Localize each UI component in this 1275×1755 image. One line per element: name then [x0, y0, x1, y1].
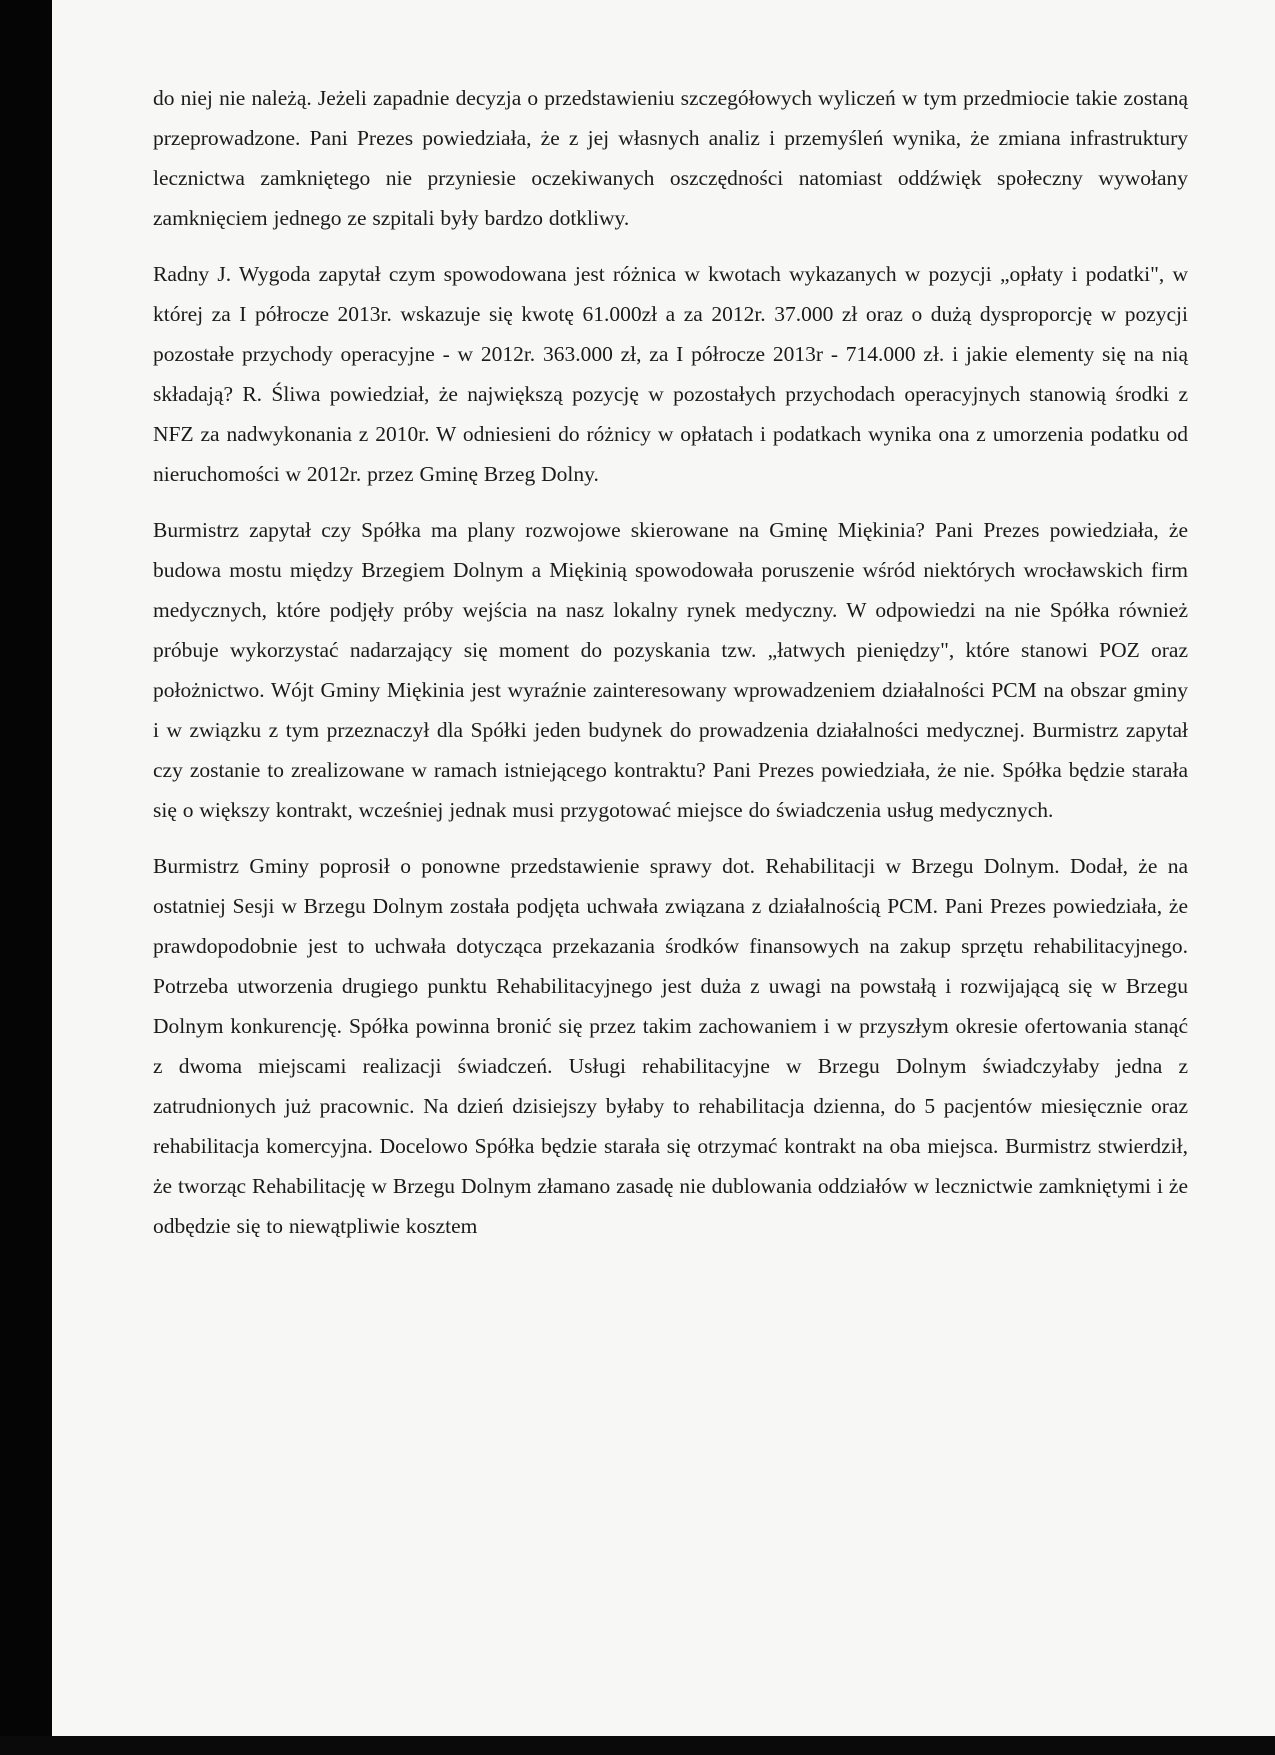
paragraph-2: Radny J. Wygoda zapytał czym spowodowana jest różnica w kwotach wykazanych w pozycji „opłaty i podatki", w której za I półrocze 2013r. wskazuje się kwotę 61.000zł a za 2012r. 37.000 zł oraz o dużą dysproporcję w pozycji pozostałe przychody operacyjne - w 2012r. 363.000 zł, za I półrocze 2013r - 714.000 zł. i jakie elementy się na nią składają? R. Śliwa powiedział, że największą pozycję w pozostałych przychodach operacyjnych stanowią środki z NFZ za nadwykonania z 2010r. W odniesieni do różnicy w opłatach i podatkach wynika ona z umorzenia podatku od nieruchomości w 2012r. przez Gminę Brzeg Dolny.	[153, 262, 1188, 486]
document-body	[153, 78, 1188, 1262]
scan-border-bottom	[0, 1736, 1275, 1755]
paragraph-3: Burmistrz zapytał czy Spółka ma plany rozwojowe skierowane na Gminę Miękinia? Pani Prezes powiedziała, że budowa mostu między Brzegiem Dolnym a Miękinią spowodowała poruszenie wśród niektórych wrocławskich firm medycznych, które podjęły próby wejścia na nasz lokalny rynek medyczny. W odpowiedzi na nie Spółka również próbuje wykorzystać nadarzający się moment do pozyskania tzw. „łatwych pieniędzy", które stanowi POZ oraz położnictwo. Wójt Gminy Miękinia jest wyraźnie zainteresowany wprowadzeniem działalności PCM na obszar gminy i w związku z tym przeznaczył dla Spółki jeden budynek do prowadzenia działalności medycznej. Burmistrz zapytał czy zostanie to zrealizowane w ramach istniejącego kontraktu? Pani Prezes powiedziała, że nie. Spółka będzie starała się o większy kontrakt, wcześniej jednak musi przygotować miejsce do świadczenia usług medycznych.	[153, 518, 1188, 822]
paragraph-1: do niej nie należą. Jeżeli zapadnie decyzja o przedstawieniu szczegółowych wyliczeń w tym przedmiocie takie zostaną przeprowadzone. Pani Prezes powiedziała, że z jej własnych analiz i przemyśleń wynika, że zmiana infrastruktury lecznictwa zamkniętego nie przyniesie oczekiwanych oszczędności natomiast oddźwięk społeczny wywołany zamknięciem jednego ze szpitali były bardzo dotkliwy.	[153, 86, 1188, 230]
scan-border-left	[0, 0, 52, 1755]
paragraph-4: Burmistrz Gminy poprosił o ponowne przedstawienie sprawy dot. Rehabilitacji w Brzegu Dolnym. Dodał, że na ostatniej Sesji w Brzegu Dolnym została podjęta uchwała związana z działalnością PCM. Pani Prezes powiedziała, że prawdopodobnie jest to uchwała dotycząca przekazania środków finansowych na zakup sprzętu rehabilitacyjnego. Potrzeba utworzenia drugiego punktu Rehabilitacyjnego jest duża z uwagi na powstałą i rozwijającą się w Brzegu Dolnym konkurencję. Spółka powinna bronić się przez takim zachowaniem i w przyszłym okresie ofertowania stanąć z dwoma miejscami realizacji świadczeń. Usługi rehabilitacyjne w Brzegu Dolnym świadczyłaby jedna z zatrudnionych już pracownic. Na dzień dzisiejszy byłaby to rehabilitacja dzienna, do 5 pacjentów miesięcznie oraz rehabilitacja komercyjna. Docelowo Spółka będzie starała się otrzymać kontrakt na oba miejsca. Burmistrz stwierdził, że tworząc Rehabilitację w Brzegu Dolnym złamano zasadę nie dublowania oddziałów w lecznictwie zamkniętymi i że odbędzie się to niewątpliwie kosztem	[153, 854, 1188, 1238]
